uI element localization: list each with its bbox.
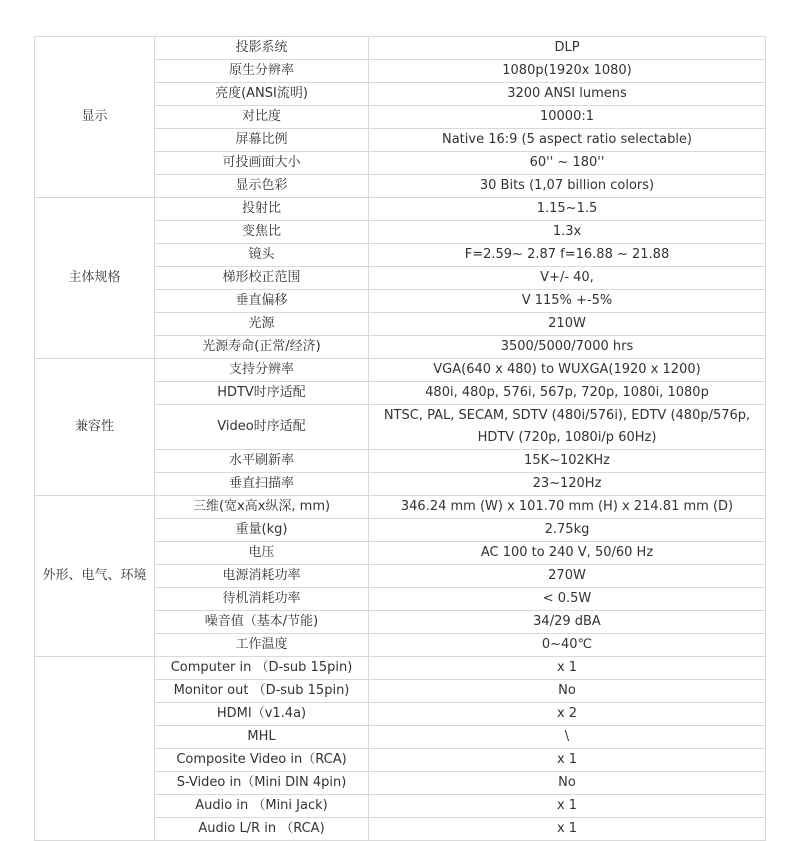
spec-name-cell: Composite Video in（RCA) xyxy=(155,749,369,772)
spec-name-cell: 工作温度 xyxy=(155,634,369,657)
spec-name-cell: 支持分辨率 xyxy=(155,359,369,382)
spec-value-cell: No xyxy=(369,772,766,795)
spec-value-cell: < 0.5W xyxy=(369,588,766,611)
spec-value-cell: No xyxy=(369,680,766,703)
spec-name-cell: S-Video in（Mini DIN 4pin) xyxy=(155,772,369,795)
spec-name-cell: HDTV时序适配 xyxy=(155,382,369,405)
spec-name-cell: 显示色彩 xyxy=(155,175,369,198)
spec-name-cell: 光源寿命(正常/经济) xyxy=(155,336,369,359)
spec-value-cell: 30 Bits (1,07 billion colors) xyxy=(369,175,766,198)
spec-value-cell: 270W xyxy=(369,565,766,588)
spec-name-cell: 垂直扫描率 xyxy=(155,473,369,496)
spec-value-cell: x 1 xyxy=(369,657,766,680)
spec-name-cell: MHL xyxy=(155,726,369,749)
category-cell: 主体规格 xyxy=(35,198,155,359)
spec-value-cell: x 1 xyxy=(369,795,766,818)
spec-value-cell: 2.75kg xyxy=(369,519,766,542)
spec-name-cell: 变焦比 xyxy=(155,221,369,244)
spec-value-cell: NTSC, PAL, SECAM, SDTV (480i/576i), EDTV (480p/576p, HDTV (720p, 1080i/p 60Hz) xyxy=(369,405,766,450)
spec-name-cell: 可投画面大小 xyxy=(155,152,369,175)
spec-name-cell: HDMI（v1.4a) xyxy=(155,703,369,726)
spec-value-cell: V 115% +-5% xyxy=(369,290,766,313)
category-cell: 外形、电气、环境 xyxy=(35,496,155,657)
spec-value-cell: 1.3x xyxy=(369,221,766,244)
spec-value-cell: 0~40℃ xyxy=(369,634,766,657)
spec-name-cell: 电压 xyxy=(155,542,369,565)
category-cell: 显示 xyxy=(35,37,155,198)
table-row xyxy=(35,37,766,60)
spec-value-cell: 23~120Hz xyxy=(369,473,766,496)
spec-name-cell: 原生分辨率 xyxy=(155,60,369,83)
spec-value-cell: AC 100 to 240 V, 50/60 Hz xyxy=(369,542,766,565)
spec-name-cell: 水平刷新率 xyxy=(155,450,369,473)
spec-name-cell: Video时序适配 xyxy=(155,405,369,450)
spec-value-cell: 10000:1 xyxy=(369,106,766,129)
spec-value-cell: 210W xyxy=(369,313,766,336)
spec-value-cell: 346.24 mm (W) x 101.70 mm (H) x 214.81 mm (D) xyxy=(369,496,766,519)
spec-name-cell: Audio L/R in （RCA) xyxy=(155,818,369,841)
spec-name-cell: 投射比 xyxy=(155,198,369,221)
spec-name-cell: 噪音值（基本/节能) xyxy=(155,611,369,634)
spec-name-cell: 梯形校正范围 xyxy=(155,267,369,290)
spec-value-cell: Native 16:9 (5 aspect ratio selectable) xyxy=(369,129,766,152)
table-row xyxy=(35,657,766,680)
spec-name-cell: 屏幕比例 xyxy=(155,129,369,152)
spec-value-cell: 480i, 480p, 576i, 567p, 720p, 1080i, 1080p xyxy=(369,382,766,405)
spec-name-cell: 镜头 xyxy=(155,244,369,267)
spec-value-cell: x 2 xyxy=(369,703,766,726)
spec-value-cell: 60'' ~ 180'' xyxy=(369,152,766,175)
table-row xyxy=(35,359,766,382)
table-row xyxy=(35,496,766,519)
table-row xyxy=(35,198,766,221)
spec-name-cell: 投影系统 xyxy=(155,37,369,60)
spec-value-cell: x 1 xyxy=(369,749,766,772)
spec-value-cell: 34/29 dBA xyxy=(369,611,766,634)
spec-value-cell: 1080p(1920x 1080) xyxy=(369,60,766,83)
spec-value-cell: x 1 xyxy=(369,818,766,841)
spec-name-cell: Monitor out （D-sub 15pin) xyxy=(155,680,369,703)
spec-name-cell: 三维(宽x高x纵深, mm) xyxy=(155,496,369,519)
spec-name-cell: Computer in （D-sub 15pin) xyxy=(155,657,369,680)
spec-name-cell: 待机消耗功率 xyxy=(155,588,369,611)
spec-name-cell: 电源消耗功率 xyxy=(155,565,369,588)
spec-name-cell: 重量(kg) xyxy=(155,519,369,542)
spec-table xyxy=(34,36,766,841)
spec-name-cell: Audio in （Mini Jack) xyxy=(155,795,369,818)
spec-value-cell: VGA(640 x 480) to WUXGA(1920 x 1200) xyxy=(369,359,766,382)
spec-value-cell: F=2.59~ 2.87 f=16.88 ~ 21.88 xyxy=(369,244,766,267)
spec-value-cell: 3200 ANSI lumens xyxy=(369,83,766,106)
spec-value-cell: 1.15~1.5 xyxy=(369,198,766,221)
spec-value-cell: 15K~102KHz xyxy=(369,450,766,473)
spec-value-cell: 3500/5000/7000 hrs xyxy=(369,336,766,359)
spec-value-cell: DLP xyxy=(369,37,766,60)
spec-name-cell: 垂直偏移 xyxy=(155,290,369,313)
spec-name-cell: 光源 xyxy=(155,313,369,336)
spec-value-cell: V+/- 40, xyxy=(369,267,766,290)
spec-table-body xyxy=(35,37,766,841)
spec-value-cell: \ xyxy=(369,726,766,749)
spec-name-cell: 亮度(ANSI流明) xyxy=(155,83,369,106)
category-cell: 兼容性 xyxy=(35,359,155,496)
spec-name-cell: 对比度 xyxy=(155,106,369,129)
category-cell xyxy=(35,657,155,841)
